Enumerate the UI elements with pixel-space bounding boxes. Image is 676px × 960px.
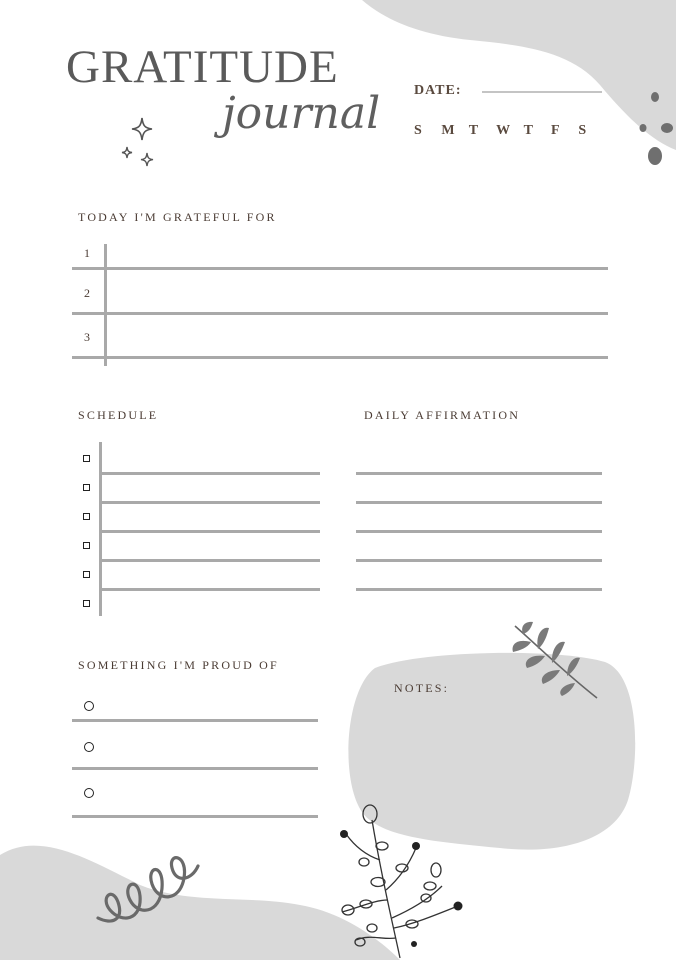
schedule-line[interactable]	[101, 530, 320, 533]
proud-line[interactable]	[72, 767, 318, 770]
schedule-checkbox[interactable]	[83, 542, 90, 549]
proud-bullet[interactable]	[84, 742, 94, 752]
page-subtitle: journal	[222, 88, 381, 139]
affirmation-line[interactable]	[356, 559, 602, 562]
grateful-heading: TODAY I'M GRATEFUL FOR	[78, 210, 277, 224]
flower-branch-icon	[330, 800, 470, 960]
proud-line[interactable]	[72, 719, 318, 722]
weekday-thu[interactable]: T	[523, 123, 533, 138]
leaf-icon	[505, 618, 605, 706]
schedule-checkbox[interactable]	[83, 571, 90, 578]
grateful-margin-line	[104, 244, 107, 366]
grateful-number-1: 1	[84, 246, 90, 260]
weekday-wed[interactable]: W	[496, 123, 511, 138]
grateful-number-2: 2	[84, 286, 90, 300]
sparkle-icon	[118, 112, 168, 174]
affirmation-heading: DAILY AFFIRMATION	[364, 408, 521, 422]
date-line[interactable]	[482, 91, 602, 93]
schedule-checkbox[interactable]	[83, 513, 90, 520]
proud-line[interactable]	[72, 815, 318, 818]
page-title: GRATITUDE	[66, 41, 339, 93]
schedule-checkbox[interactable]	[83, 600, 90, 607]
weekday-tue[interactable]: T	[468, 123, 479, 138]
affirmation-line[interactable]	[356, 472, 602, 475]
schedule-heading: SCHEDULE	[78, 408, 159, 422]
schedule-line[interactable]	[101, 501, 320, 504]
notes-label: NOTES:	[394, 681, 450, 695]
proud-bullet[interactable]	[84, 788, 94, 798]
proud-bullet[interactable]	[84, 701, 94, 711]
proud-heading: SOMETHING I'M PROUD OF	[78, 658, 279, 672]
weekday-mon[interactable]: M	[441, 123, 455, 138]
affirmation-line[interactable]	[356, 588, 602, 591]
grateful-number-3: 3	[84, 330, 90, 344]
date-label: DATE:	[414, 83, 462, 98]
grateful-line-2[interactable]	[72, 312, 608, 315]
affirmation-line[interactable]	[356, 530, 602, 533]
weekday-row	[414, 123, 606, 139]
grateful-line-1[interactable]	[72, 267, 608, 270]
grateful-line-3[interactable]	[72, 356, 608, 359]
schedule-line[interactable]	[101, 472, 320, 475]
schedule-checkbox[interactable]	[83, 455, 90, 462]
spiral-icon	[92, 840, 204, 930]
schedule-checkbox[interactable]	[83, 484, 90, 491]
schedule-line[interactable]	[101, 559, 320, 562]
affirmation-line[interactable]	[356, 501, 602, 504]
weekday-sat[interactable]: S	[578, 123, 587, 138]
weekday-sun[interactable]: S	[414, 123, 422, 138]
schedule-line[interactable]	[101, 588, 320, 591]
weekday-fri[interactable]: F	[550, 123, 560, 138]
dot-cluster-icon	[636, 88, 676, 168]
